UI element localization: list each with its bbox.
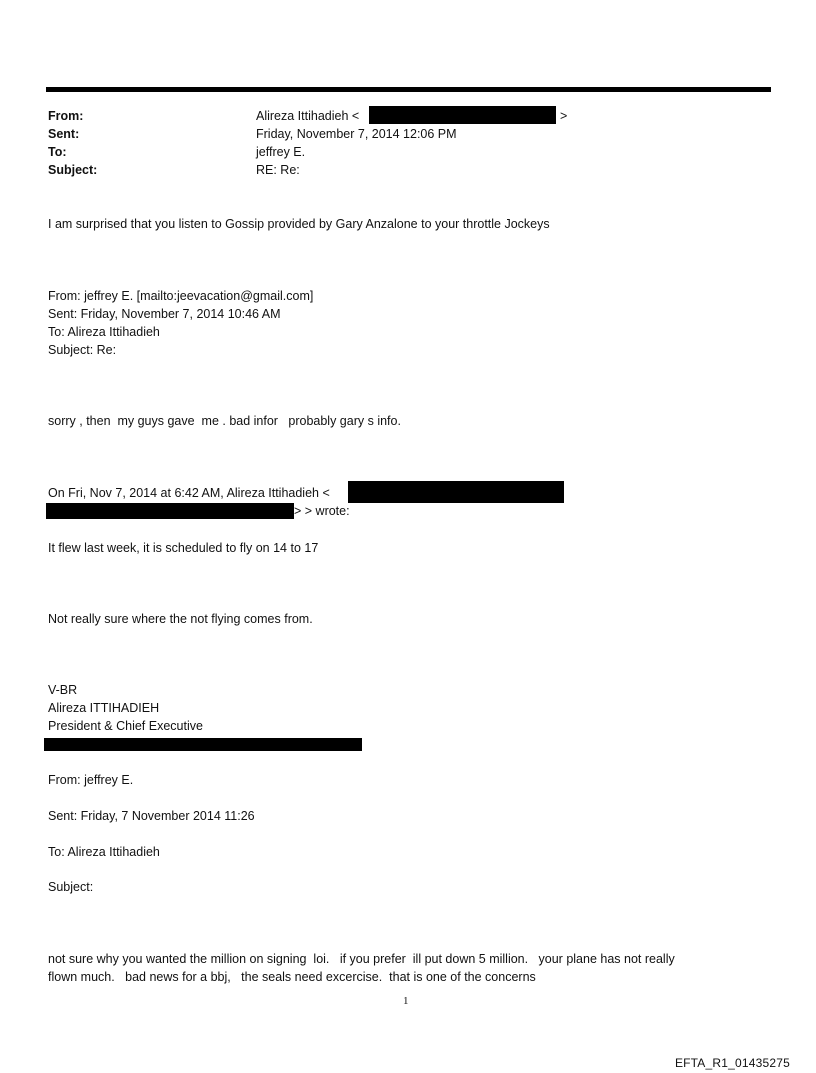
- quoted3-body-line2: flown much. bad news for a bbj, the seals need excercise. that is one of the concerns: [48, 970, 536, 984]
- redaction-from-email: [369, 106, 556, 124]
- quoted3-sent: Sent: Friday, 7 November 2014 11:26: [48, 809, 255, 823]
- signature-title: President & Chief Executive: [48, 719, 203, 733]
- sent-value: Friday, November 7, 2014 12:06 PM: [256, 127, 457, 141]
- quoted1-from: From: jeffrey E. [mailto:jeevacation@gmail.com]: [48, 289, 314, 303]
- quoted3-from: From: jeffrey E.: [48, 773, 134, 787]
- quoted2-intro-tail: > > wrote:: [294, 504, 350, 518]
- redaction-email-line1: [348, 481, 564, 503]
- quoted3-to: To: Alireza Ittihadieh: [48, 845, 160, 859]
- signature-name: Alireza ITTIHADIEH: [48, 701, 160, 715]
- from-value: Alireza Ittihadieh <: [256, 109, 360, 123]
- signature-closing: V-BR: [48, 683, 78, 697]
- quoted1-sent: Sent: Friday, November 7, 2014 10:46 AM: [48, 307, 281, 321]
- to-value: jeffrey E.: [256, 145, 306, 159]
- header-rule: [46, 87, 771, 92]
- subject-value: RE: Re:: [256, 163, 300, 177]
- quoted3-body-line1: not sure why you wanted the million on signing loi. if you prefer ill put down 5 million. your plane has not really: [48, 952, 675, 966]
- quoted2-line2: Not really sure where the not flying comes from.: [48, 612, 313, 626]
- quoted2-intro: On Fri, Nov 7, 2014 at 6:42 AM, Alireza Ittihadieh <: [48, 486, 330, 500]
- page-number: 1: [403, 995, 409, 1007]
- reply-body: I am surprised that you listen to Gossip provided by Gary Anzalone to your throttle Jockeys: [48, 217, 550, 231]
- quoted3-subject: Subject:: [48, 880, 94, 894]
- redaction-email-line2: [46, 503, 294, 519]
- to-label: To:: [48, 145, 67, 159]
- quoted1-subject: Subject: Re:: [48, 343, 117, 357]
- quoted1-to: To: Alireza Ittihadieh: [48, 325, 160, 339]
- subject-label: Subject:: [48, 163, 98, 177]
- from-label: From:: [48, 109, 84, 123]
- quoted2-line1: It flew last week, it is scheduled to fly on 14 to 17: [48, 541, 319, 555]
- redaction-signature: [44, 738, 362, 751]
- from-value-tail: >: [560, 109, 568, 123]
- quoted1-body: sorry , then my guys gave me . bad infor probably gary s info.: [48, 414, 401, 428]
- sent-label: Sent:: [48, 127, 80, 141]
- document-id: EFTA_R1_01435275: [674, 1056, 790, 1070]
